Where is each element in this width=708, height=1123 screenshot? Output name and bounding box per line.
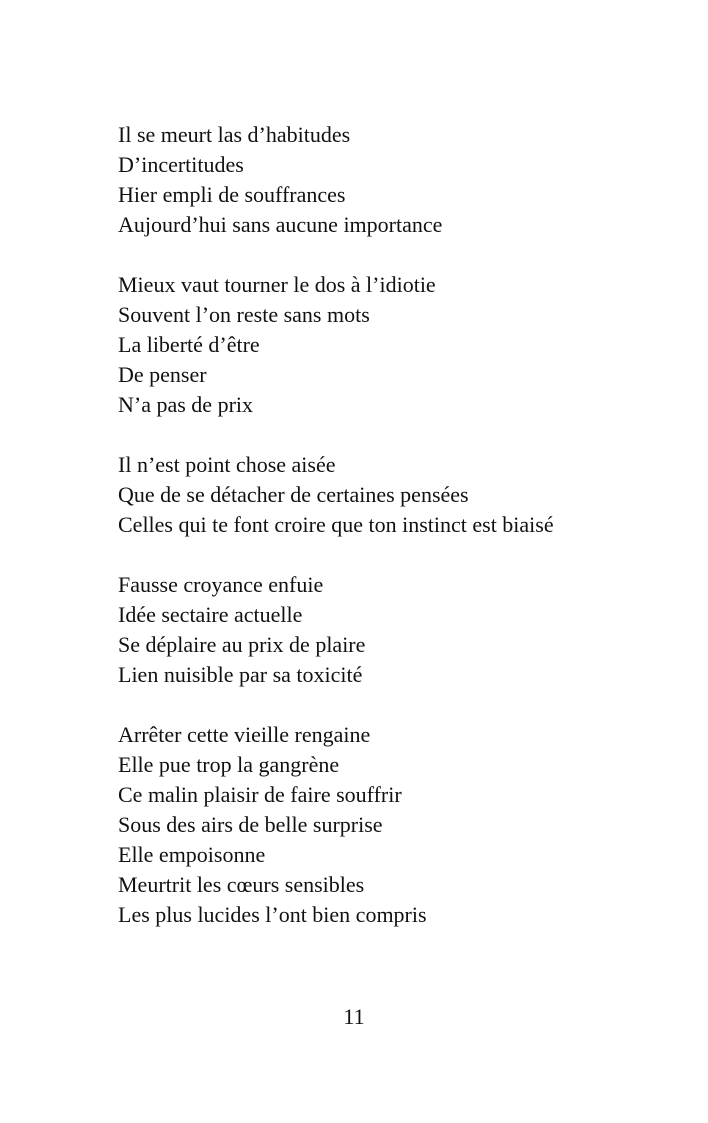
poem-line: Lien nuisible par sa toxicité bbox=[118, 662, 363, 687]
poem-line: Se déplaire au prix de plaire bbox=[118, 632, 366, 657]
page-number: 11 bbox=[343, 1004, 365, 1029]
poem-line: Ce malin plaisir de faire souffrir bbox=[118, 782, 402, 807]
poem-line: Il se meurt las d’habitudes bbox=[118, 122, 351, 147]
poem-line: Celles qui te font croire que ton instinct est biaisé bbox=[118, 512, 554, 537]
stanza-1 bbox=[118, 120, 678, 240]
poem-line: Idée sectaire actuelle bbox=[118, 602, 303, 627]
poem-line: Arrêter cette vieille rengaine bbox=[118, 722, 371, 747]
poem-line: Fausse croyance enfuie bbox=[118, 572, 324, 597]
stanza-4 bbox=[118, 570, 678, 690]
poem-line: La liberté d’être bbox=[118, 332, 260, 357]
poem-line: Les plus lucides l’ont bien compris bbox=[118, 902, 427, 927]
poem-line: Elle empoisonne bbox=[118, 842, 266, 867]
poem-line: Meurtrit les cœurs sensibles bbox=[118, 872, 365, 897]
poem-line: D’incertitudes bbox=[118, 152, 244, 177]
poem-line: De penser bbox=[118, 362, 207, 387]
poem-line: Sous des airs de belle surprise bbox=[118, 812, 383, 837]
poem-line: N’a pas de prix bbox=[118, 392, 254, 417]
poem-line: Aujourd’hui sans aucune importance bbox=[118, 212, 443, 237]
poem-line: Hier empli de souffrances bbox=[118, 182, 346, 207]
poem-line: Souvent l’on reste sans mots bbox=[118, 302, 370, 327]
poem-line: Elle pue trop la gangrène bbox=[118, 752, 340, 777]
poem-line: Mieux vaut tourner le dos à l’idiotie bbox=[118, 272, 436, 297]
poem-line: Que de se détacher de certaines pensées bbox=[118, 482, 469, 507]
poem-body bbox=[118, 120, 678, 960]
stanza-5 bbox=[118, 720, 678, 930]
stanza-2 bbox=[118, 270, 678, 420]
poem-line: Il n’est point chose aisée bbox=[118, 452, 336, 477]
stanza-3 bbox=[118, 450, 678, 540]
